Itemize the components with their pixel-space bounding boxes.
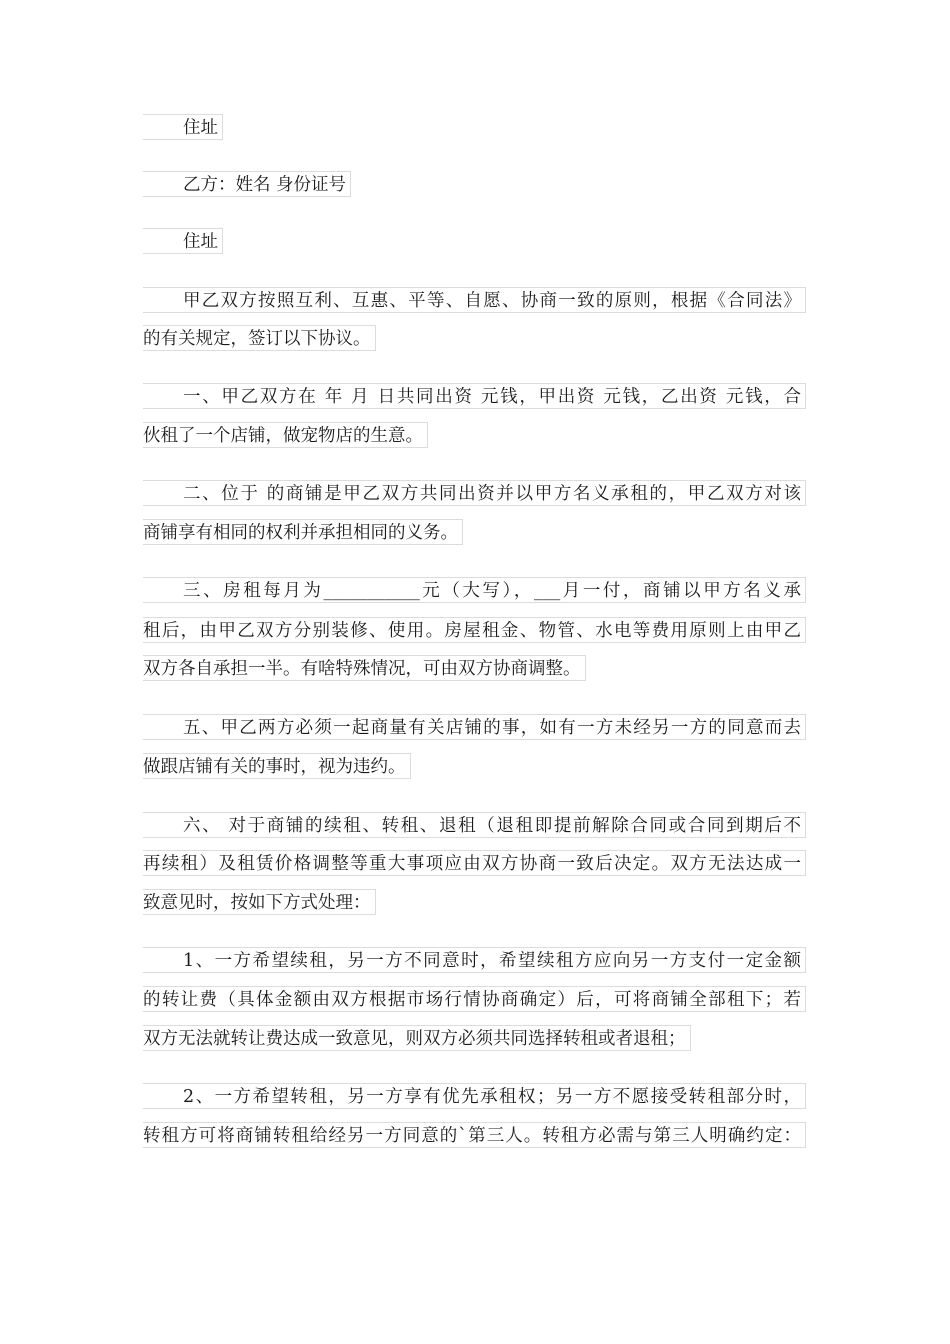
preamble-line-1: 甲乙双方按照互利、互惠、平等、自愿、协商一致的原则，根据《合同法》 [143, 287, 806, 313]
clause-5-line-1: 五、甲乙两方必须一起商量有关店铺的事，如有一方未经另一方的同意而去 [143, 714, 806, 740]
item-2-line-1: 2、一方希望转租，另一方享有优先承租权；另一方不愿接受转租部分时， [143, 1083, 806, 1109]
item-1-line-3: 双方无法就转让费达成一致意见，则双方必须共同选择转租或者退租； [143, 1025, 691, 1051]
clause-3-line-3: 双方各自承担一半。有啥特殊情况，可由双方协商调整。 [143, 655, 586, 681]
clause-6-line-2: 再续租）及租赁价格调整等重大事项应由双方协商一致后决定。双方无法达成一 [143, 850, 806, 876]
clause-6-line-3: 致意见时，按如下方式处理： [143, 889, 376, 915]
address-line-party-b: 住址 [143, 228, 223, 254]
clause-2-line-1: 二、位于 的商铺是甲乙双方共同出资并以甲方名义承租的，甲乙双方对该 [143, 480, 806, 506]
clause-6-line-1: 六、 对于商铺的续租、转租、退租（退租即提前解除合同或合同到期后不 [143, 812, 806, 838]
clause-2-line-2: 商铺享有相同的权利并承担相同的义务。 [143, 519, 463, 545]
clause-1-line-2: 伙租了一个店铺，做宠物店的生意。 [143, 422, 428, 448]
party-b-name-id-line: 乙方：姓名 身份证号 [143, 171, 351, 197]
clause-3-line-2: 租后，由甲乙双方分别装修、使用。房屋租金、物管、水电等费用原则上由甲乙 [143, 617, 806, 643]
item-2-line-2: 转租方可将商铺转租给经另一方同意的`第三人。转租方必需与第三人明确约定： [143, 1122, 806, 1148]
clause-3-line-1: 三、房租每月为___________元（大写），___月一付，商铺以甲方名义承 [143, 577, 806, 603]
preamble-line-2: 的有关规定，签订以下协议。 [143, 325, 376, 351]
clause-5-line-2: 做跟店铺有关的事时，视为违约。 [143, 753, 411, 779]
clause-1-line-1: 一、甲乙双方在 年 月 日共同出资 元钱，甲出资 元钱，乙出资 元钱，合 [143, 383, 806, 409]
item-1-line-1: 1、一方希望续租，另一方不同意时，希望续租方应向另一方支付一定金额 [143, 947, 806, 973]
address-line-party-a: 住址 [143, 114, 223, 140]
item-1-line-2: 的转让费（具体金额由双方根据市场行情协商确定）后，可将商铺全部租下；若 [143, 986, 806, 1012]
